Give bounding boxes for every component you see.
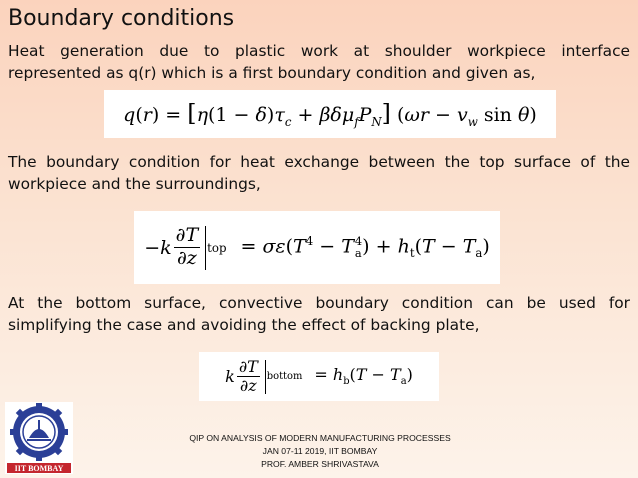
- footer: [130, 432, 510, 471]
- footer-course: QIP ON ANALYSIS OF MODERN MANUFACTURING PROCESSES: [189, 433, 451, 443]
- footer-instructor: PROF. AMBER SHRIVASTAVA: [261, 459, 379, 469]
- equation-heat-generation: $q(r) = [\eta(1 - \delta)\tau_c + \beta\delta\mu_fP_N]$ ($\omega r - v_w$ sin θ): [104, 90, 556, 138]
- gear-emblem-icon: [10, 403, 68, 461]
- evaluation-bar: [265, 360, 266, 394]
- fraction-dT-dz: $\frac{\partial T}{\partial z}$: [175, 224, 199, 269]
- svg-text:IIT BOMBAY: IIT BOMBAY: [14, 464, 64, 473]
- slide-title: Boundary conditions: [8, 6, 235, 31]
- equation-top-surface: −k $\frac{\partial T}{\partial z}$ top = $\sigma\varepsilon(T^4 - T$ 4 a ) + $h_t(T - T_a)$: [134, 211, 500, 284]
- paragraph-bottom-surface: At the bottom surface, convective boundary condition can be used for simplifying the case and avoiding the effect of backing plate,: [8, 294, 630, 334]
- paragraph-heat-generation: Heat generation due to plastic work at shoulder workpiece interface represented as q(r) which is a first boundary condition and given as,: [8, 42, 630, 82]
- footer-date-venue: JAN 07-11 2019, IIT BOMBAY: [262, 446, 378, 456]
- equation-bottom-surface: k $\frac{\partial T}{\partial z}$ bottom = $h_b(T - T_a)$: [199, 352, 439, 401]
- fraction-dT-dz-bottom: $\frac{\partial T}{\partial z}$: [238, 356, 258, 395]
- iit-bombay-logo: [5, 402, 73, 474]
- evaluation-bar: [205, 226, 206, 270]
- paragraph-top-surface: The boundary condition for heat exchange between the top surface of the workpiece and the surroundings,: [8, 153, 630, 193]
